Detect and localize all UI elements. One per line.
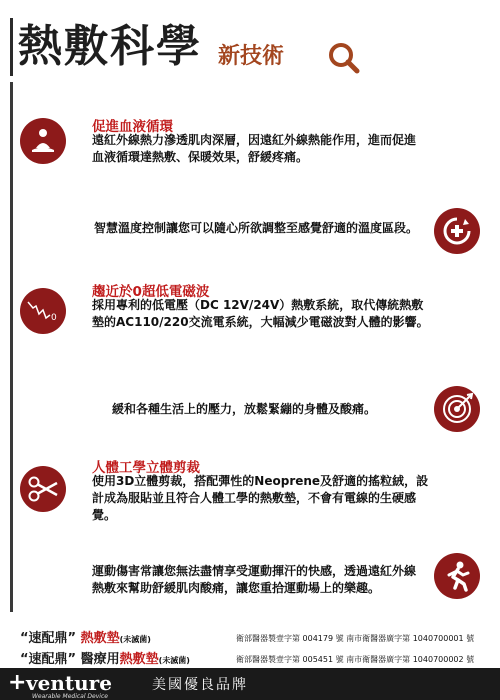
wave-zero-icon (20, 288, 66, 334)
feature-description: 採用專利的低電壓（DC 12V/24V）熱敷系統，取代傳統熱敷墊的AC110/220交流電系統，大幅減少電磁波對人體的影響。 (92, 298, 429, 329)
feature-description: 運動傷害常讓您無法盡情享受運動揮汗的快感，透過遠紅外線熱敷來幫助舒緩肌肉酸痛，讓您重拾運動場上的樂趣。 (92, 564, 417, 595)
left-divider-line (10, 82, 13, 612)
feature-heading: 趨近於0超低電磁波 (92, 284, 210, 300)
runner-icon (434, 553, 480, 599)
temperature-plus-icon (434, 208, 480, 254)
page-subtitle: 新技術 (218, 44, 285, 69)
brand-logo-subtitle: Wearable Medical Device (32, 693, 108, 700)
feature-heading: 人體工學立體剪裁 (92, 460, 200, 476)
product-name: 熱敷墊 (119, 652, 159, 667)
svg-text:0: 0 (51, 313, 57, 323)
feature-description: 緩和各種生活上的壓力，放鬆緊繃的身體及酸痛。 (112, 402, 377, 416)
license-number-2: 衛部醫器製壹字第 005451 號 南市衛醫器廣字第 1040700002 號 (236, 655, 475, 664)
product-note: (未滅菌) (158, 656, 190, 665)
license-number-1: 衛部醫器製壹字第 004179 號 南市衛醫器廣字第 1040700001 號 (236, 634, 475, 643)
product-brand: “速配鼎” (20, 652, 77, 667)
feature-description: 遠紅外線熱力滲透肌肉深層，因遠紅外線熱能作用，進而促進血液循環達熱敷、保暖效果，舒緩疼痛。 (92, 133, 417, 164)
scissors-icon (20, 466, 66, 512)
feature-description: 使用3D立體剪裁，搭配彈性的Neoprene及舒適的搖粒絨，設計成為服貼並且符合人體工學的熱敷墊，不會有電線的生硬感覺。 (92, 474, 429, 522)
product-line-2 (20, 648, 190, 667)
footer-bar (0, 668, 500, 700)
product-name: 熱敷墊 (80, 631, 120, 646)
logo-cross-icon: + (8, 670, 27, 695)
search-icon (326, 40, 362, 76)
product-name-prefix: 醫療用 (80, 652, 120, 667)
product-note: (未滅菌) (119, 635, 151, 644)
product-line-1 (20, 627, 151, 646)
target-icon (434, 386, 480, 432)
brand-logo: venture (26, 671, 112, 695)
meditation-icon (20, 118, 66, 164)
feature-description: 智慧溫度控制讓您可以隨心所欲調整至感覺舒適的溫度區段。 (94, 221, 419, 235)
footer-tagline: 美國優良品牌 (152, 677, 248, 693)
page-title: 熱敷科學 (18, 21, 202, 72)
product-brand: “速配鼎” (20, 631, 77, 646)
feature-heading: 促進血液循環 (92, 119, 173, 135)
title-accent-bar (10, 18, 13, 76)
